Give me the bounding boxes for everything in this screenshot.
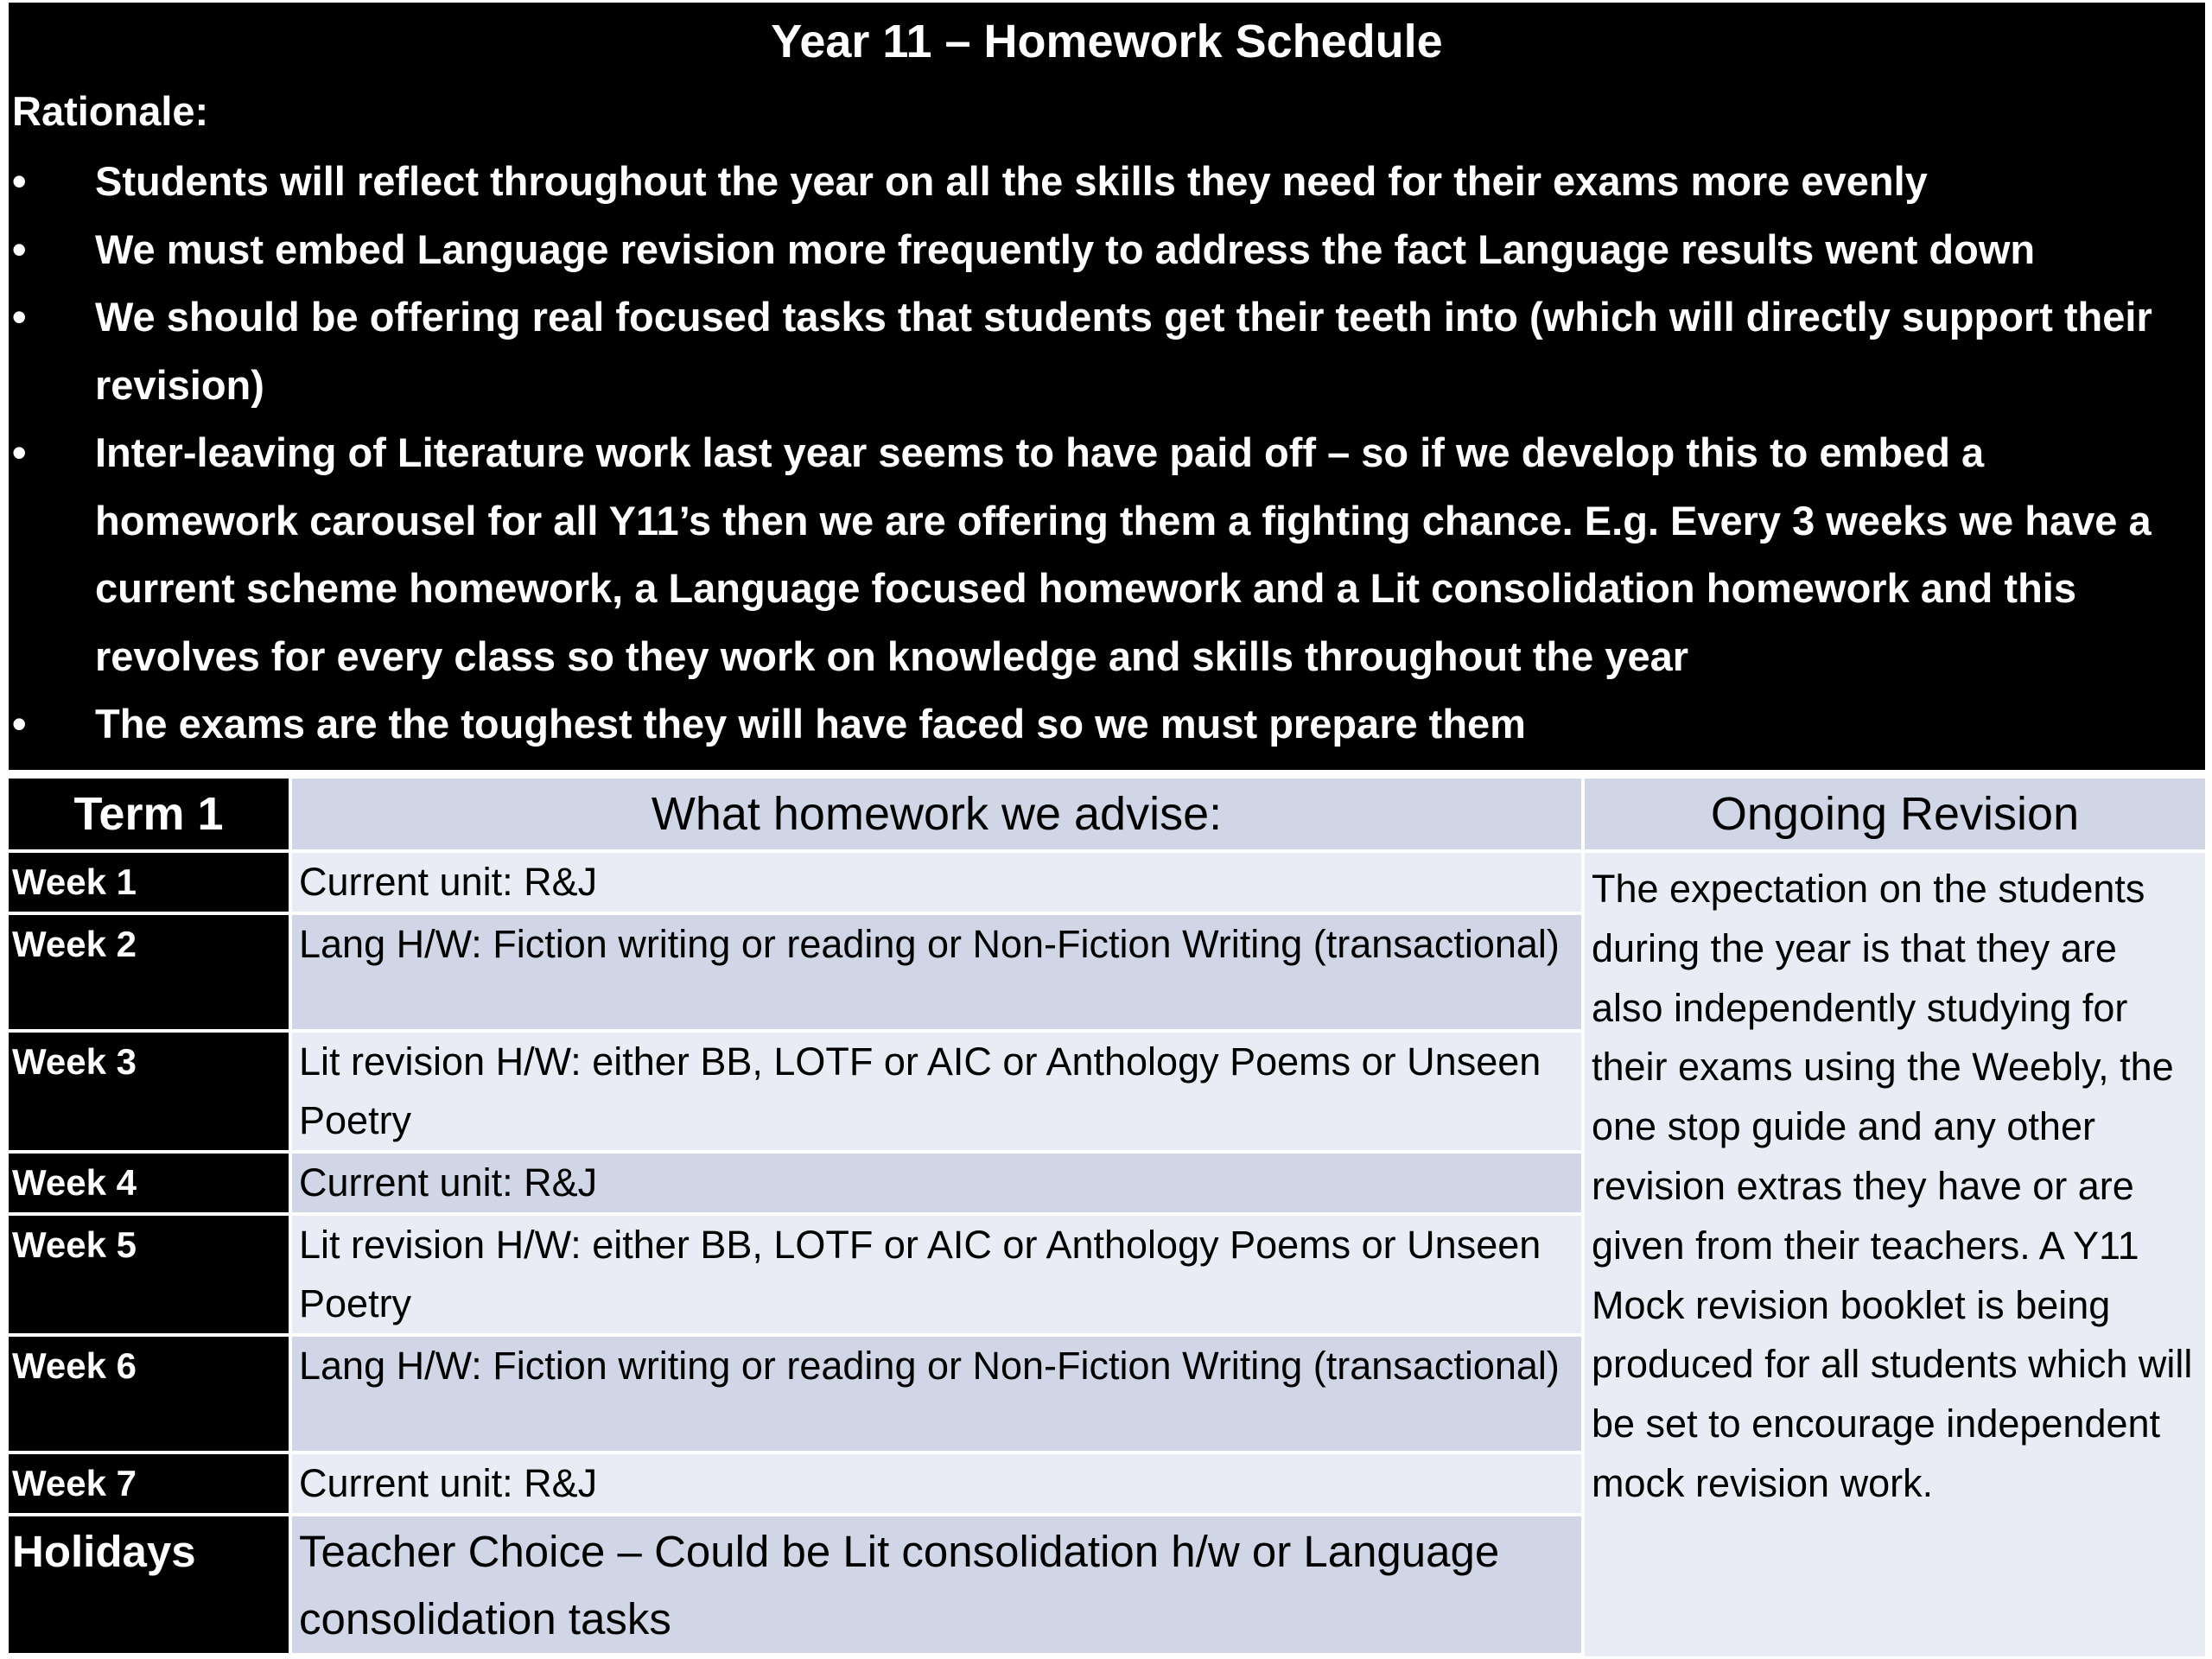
rationale-item-text: The exams are the toughest they will have faced so we must prepare them [95,701,1526,747]
rationale-heading: Rationale: [12,88,209,134]
rationale-item [9,419,2205,690]
bullet-icon: • [12,158,27,204]
week-label: Week 7 [9,1454,292,1516]
bullet-icon: • [12,226,27,272]
homework-cell: Lang H/W: Fiction writing or reading or Non-Fiction Writing (transactional) [292,1337,1585,1454]
week-label: Week 1 [9,853,292,915]
term-header: Term 1 [9,779,292,853]
homework-cell: Current unit: R&J [292,1454,1585,1516]
rationale-panel [9,3,2205,770]
rationale-item [9,690,2205,759]
ongoing-revision-text: The expectation on the students during the year is that they are also independently studying for their exams using the Weebly, the one stop guide and any other revision extras they have or are given from their teachers. A Y11 Mock revision booklet is being produced for all students which will be set to encourage independent mock revision work. [1585,853,2205,1656]
homework-cell: Lit revision H/W: either BB, LOTF or AIC or Anthology Poems or Unseen Poetry [292,1033,1585,1154]
rationale-item [9,216,2205,284]
table-row [9,853,2205,915]
rationale-item-text: Students will reflect throughout the year on all the skills they need for their exams more evenly [95,158,1928,204]
homework-cell: Current unit: R&J [292,1154,1585,1216]
bullet-icon: • [12,429,27,475]
week-label: Week 5 [9,1216,292,1337]
homework-header: What homework we advise: [292,779,1585,853]
week-label: Holidays [9,1516,292,1656]
rationale-list [9,148,2205,759]
homework-schedule-table [9,779,2205,1656]
table-header-row [9,779,2205,853]
rationale-item-text: Inter-leaving of Literature work last year seems to have paid off – so if we develop this to embed a homework carousel for all Y11’s then we are offering them a fighting chance. E.g. Every 3 weeks we have a current scheme homework, a Language focused homework and a Lit consolidation homework and this revolves for every class so they work on knowledge and skills throughout the year [95,429,2152,679]
homework-cell: Lit revision H/W: either BB, LOTF or AIC or Anthology Poems or Unseen Poetry [292,1216,1585,1337]
homework-schedule-page [9,3,2205,1644]
page-title: Year 11 – Homework Schedule [771,16,1443,67]
week-label: Week 6 [9,1337,292,1454]
rationale-item-text: We must embed Language revision more frequently to address the fact Language results went down [95,226,2036,272]
bullet-icon: • [12,294,27,340]
revision-header: Ongoing Revision [1585,779,2205,853]
week-label: Week 3 [9,1033,292,1154]
week-label: Week 4 [9,1154,292,1216]
rationale-item-text: We should be offering real focused tasks that students get their teeth into (which will directly support their revision) [95,294,2152,408]
rationale-item [9,148,2205,216]
rationale-item [9,283,2205,419]
homework-cell: Current unit: R&J [292,853,1585,915]
bullet-icon: • [12,701,27,747]
homework-cell: Lang H/W: Fiction writing or reading or Non-Fiction Writing (transactional) [292,915,1585,1033]
week-label: Week 2 [9,915,292,1033]
homework-cell: Teacher Choice – Could be Lit consolidation h/w or Language consolidation tasks [292,1516,1585,1656]
